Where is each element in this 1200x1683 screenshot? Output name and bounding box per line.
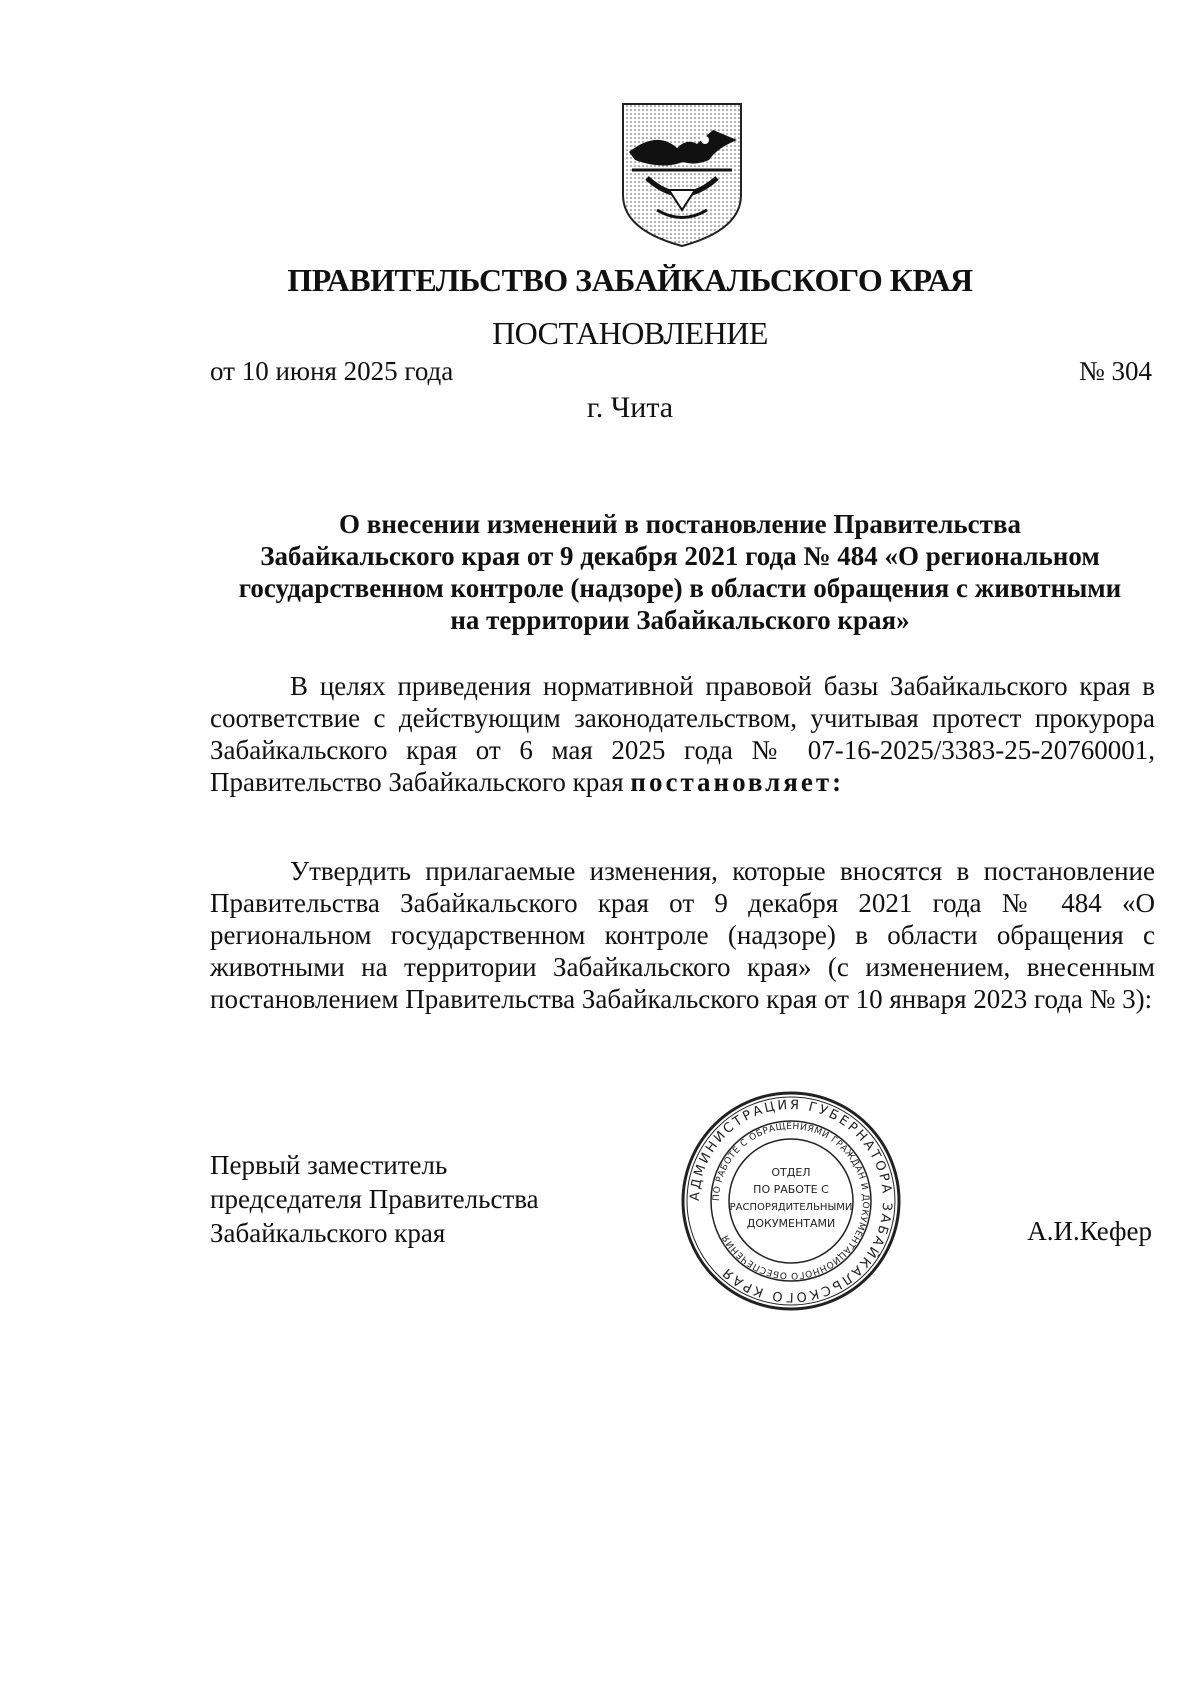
resolution-text: Утвердить прилагаемые изменения, которые вносятся в постановление Правительства Забайкальского края от 9 декабря 2021 года № 484 «О региональном государственном контроле (надзоре) в области обращения с животными на территории Забайкальского края» (с изменением, внесенным постановлением Правительства Забайкальского края от 10 января 2023 года № 3): [210, 856, 1155, 1014]
subject-line: О внесении изменений в постановление Правительства [339, 509, 1021, 539]
signer-position-line: Забайкальского края [210, 1218, 446, 1248]
signer-name: А.И.Кефер [1027, 1216, 1152, 1246]
stamp-outer-text: АДМИНИСТРАЦИЯ ГУБЕРНАТОРА ЗАБАЙКАЛЬСКОГО КРАЯ [687, 1097, 895, 1305]
resolution-keyword: постановляет [630, 767, 833, 797]
subject-line: на территории Забайкальского края» [450, 605, 910, 635]
preamble-text: В целях приведения нормативной правовой базы Забайкальского края в соответствие с действующим законодательством, учитывая протест прокурора Забайкальского края от 6 мая 2025 года № 07-16-2025/3383-25-20760001, Правительство Забайкальского края [210, 671, 1155, 797]
stamp-center-line: ДОКУМЕНТАМИ [746, 1217, 836, 1230]
signer-position [210, 1148, 539, 1250]
stamp-center-line: РАСПОРЯДИТЕЛЬНЫМИ [729, 1202, 853, 1213]
document-subject [200, 508, 1160, 636]
document-date: от 10 июня 2025 года [210, 356, 454, 386]
stamp-center-line: ПО РАБОТЕ С [753, 1183, 829, 1196]
official-stamp [680, 1090, 902, 1312]
resolution-paragraph [210, 855, 1155, 1015]
coat-of-arms-emblem [617, 100, 747, 250]
subject-line: Забайкальского края от 9 декабря 2021 года № 484 «О региональном [260, 541, 1100, 571]
document-number: № 304 [1078, 356, 1152, 386]
signer-position-line: председателя Правительства [210, 1184, 539, 1214]
subject-line: государственном контроле (надзоре) в области обращения с животными [238, 573, 1122, 603]
preamble-paragraph: В целях приведения нормативной правовой базы Забайкальского края в соответствие с действующим законодательством, учитывая протест прокурора Забайкальского края от 6 мая 2025 года № 07-16-2025/3383-25-20760001, Правительство Забайкальского края постановляет: [210, 671, 1155, 797]
stamp-center-line: ОТДЕЛ [771, 1166, 811, 1179]
signer-position-line: Первый заместитель [210, 1150, 448, 1180]
government-title: ПРАВИТЕЛЬСТВО ЗАБАЙКАЛЬСКОГО КРАЯ [287, 262, 973, 298]
stamp-inner-text: ПО РАБОТЕ С ОБРАЩЕНИЯМИ ГРАЖДАН И ДОКУМЕНТАЦИОННОГО ОБЕСПЕЧЕНИЯ [711, 1121, 871, 1281]
document-city: г. Чита [586, 391, 674, 424]
document-type: ПОСТАНОВЛЕНИЕ [492, 315, 768, 351]
